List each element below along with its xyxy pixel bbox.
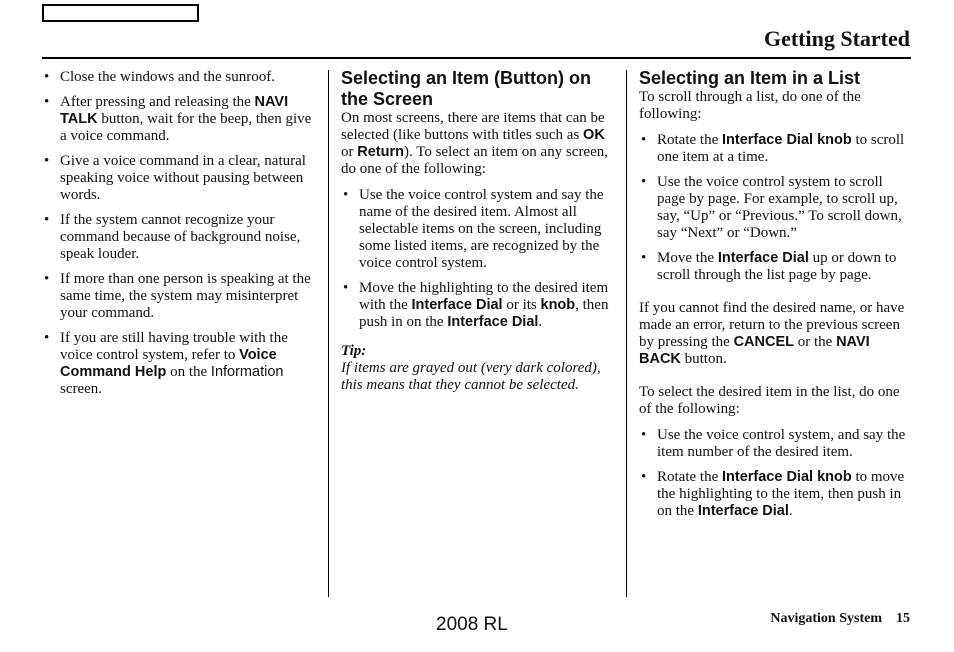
select-bullet: • Use the voice control system, and say the item number of the desired item. — [639, 427, 911, 461]
list-intro: To scroll through a list, do one of the following: — [639, 89, 861, 122]
heading-select-button: Selecting an Item (Button) on the Screen — [341, 68, 591, 109]
interface-dial-term: Interface Dial — [697, 503, 789, 519]
tip-bullet: • Give a voice command in a clear, natural speaking voice without pausing between words. — [42, 153, 318, 204]
footer-nav-label: Navigation System — [770, 611, 882, 626]
voice-command-help-term: Voice Command Help — [60, 347, 277, 380]
interface-dial-knob-term: Interface Dial knob — [721, 469, 852, 485]
tip-bullet: • If you are still having trouble with the voice control system, refer to Voice Command Help on the Information screen. — [42, 330, 318, 398]
information-term: Information — [210, 364, 284, 380]
page-number: 15 — [896, 611, 910, 626]
interface-dial-term: Interface Dial — [411, 297, 503, 313]
column-divider-1 — [328, 70, 329, 597]
cancel-term: CANCEL — [733, 334, 794, 350]
heading-select-list: Selecting an Item in a List — [639, 68, 861, 88]
scroll-bullet: • Move the Interface Dial up or down to scroll through the list page by page. — [639, 250, 911, 284]
interface-dial-knob-term: Interface Dial knob — [721, 132, 852, 148]
header-rule — [42, 57, 911, 59]
section-title: Getting Started — [763, 26, 910, 51]
interface-dial-term: Interface Dial — [717, 250, 809, 266]
method-bullet: • Move the highlighting to the desired item with the Interface Dial or its knob, then push in on the Interface Dial. — [341, 280, 613, 331]
scroll-bullet: • Use the voice control system to scroll page by page. For example, to scroll up, say, “Up” or “Previous.” To scroll down, say “Next” or “Down.” — [639, 174, 911, 242]
footer-model: 2008 RL — [436, 614, 508, 635]
tip-label: Tip: — [341, 343, 367, 359]
tip-bullet: • If the system cannot recognize your command because of background noise, speak louder. — [42, 212, 318, 263]
column-right — [639, 68, 911, 528]
footer-nav — [770, 611, 910, 627]
method-bullet: • Use the voice control system and say the name of the desired item. Almost all selectable items on the screen, including some listed items, are recognized by the voice control system. — [341, 187, 613, 272]
scroll-bullet: • Rotate the Interface Dial knob to scroll one item at a time. — [639, 132, 911, 166]
cancel-paragraph: If you cannot find the desired name, or have made an error, return to the previous screen by pressing the CANCEL or the NAVI BACK button. — [639, 300, 905, 367]
intro-paragraph: On most screens, there are items that can be selected (like buttons with titles such as OK or Return). To select an item on any screen, do one of the following: — [341, 110, 609, 177]
select-paragraph: To select the desired item in the list, do one of the following: — [639, 384, 900, 417]
column-middle — [341, 68, 613, 394]
tip-bullet: • After pressing and releasing the NAVI TALK button, wait for the beep, then give a voice command. — [42, 94, 318, 145]
navi-back-term: NAVI BACK — [639, 334, 870, 367]
tip-bullet: • Close the windows and the sunroof. — [42, 69, 318, 86]
column-left — [42, 68, 318, 406]
interface-dial-term: Interface Dial — [447, 314, 539, 330]
header-tab-box — [42, 4, 199, 22]
select-bullet: • Rotate the Interface Dial knob to move the highlighting to the item, then push in on the Interface Dial. — [639, 469, 911, 520]
return-term: Return — [357, 144, 404, 160]
tip-text: If items are grayed out (very dark colored), this means that they cannot be selected. — [341, 360, 601, 393]
tip-bullet: • If more than one person is speaking at the same time, the system may misinterpret your command. — [42, 271, 318, 322]
navi-talk-term: NAVI TALK — [60, 94, 289, 127]
knob-term: knob — [540, 297, 576, 313]
ok-term: OK — [583, 127, 605, 143]
column-divider-2 — [626, 70, 627, 597]
